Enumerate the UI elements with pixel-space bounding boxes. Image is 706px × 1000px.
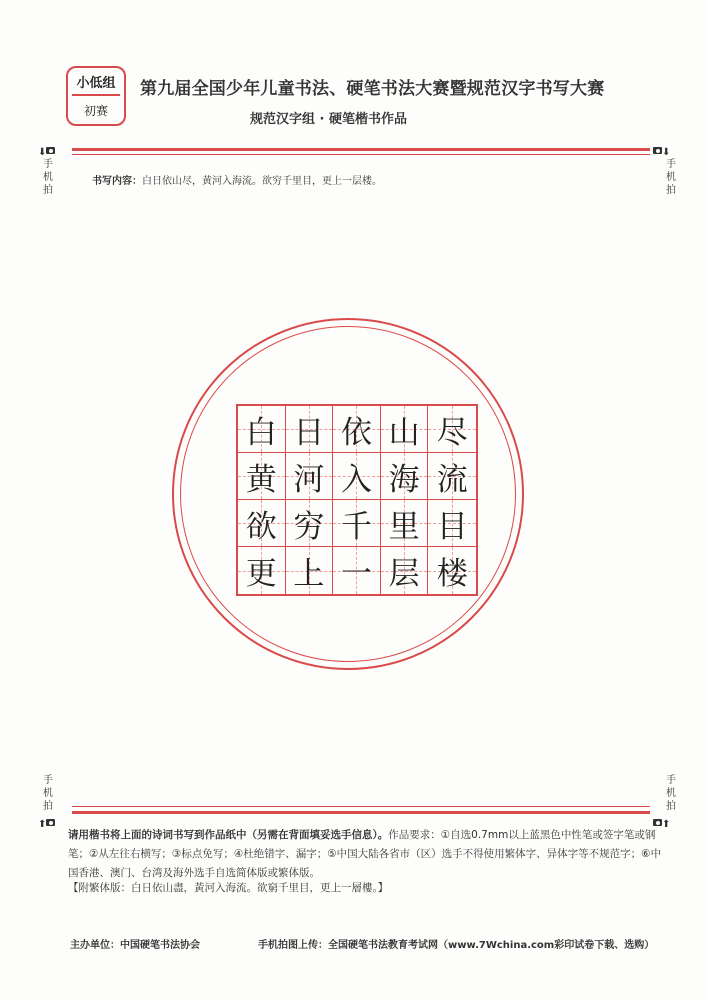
- grid-cell: [333, 547, 381, 594]
- top-rule-thin: [72, 154, 650, 155]
- photo-label-bottom-left: 手机拍: [43, 775, 53, 812]
- grid-char: 黄: [245, 461, 277, 498]
- grid-char: 楼: [436, 556, 468, 592]
- badge-stage-label: 初赛: [83, 104, 108, 118]
- grid-char: 流: [436, 461, 468, 498]
- arrow-down-icon: ⬇: [662, 147, 671, 158]
- photo-mark-top-right: [653, 140, 670, 159]
- writing-content-line: [92, 172, 382, 187]
- badge-group-label: 小低组: [76, 76, 116, 91]
- arrow-up-icon: ⬆: [662, 819, 671, 830]
- grid-char: 依: [340, 414, 372, 451]
- grid-char: 里: [388, 508, 420, 545]
- badge-divider: [72, 94, 120, 96]
- grid-cell: [286, 500, 334, 547]
- requirements-body: 作品要求：①自选0.7mm以上蓝黑色中性笔或签字笔或钢笔；②从左往右横写；③标点免写；④杜绝错字、漏字；⑤中国大陆各省市（区）选手不得使用繁体字、异体字等不规范字；⑥中国香港、澳门、台湾及海外选手自选简体版或繁体版。: [68, 829, 662, 879]
- photo-mark-top-left: [38, 140, 55, 159]
- page-subtitle: 规范汉字组 · 硬笔楷书作品: [250, 112, 407, 127]
- camera-icon: [46, 819, 55, 826]
- grid-char: 白: [245, 414, 277, 451]
- traditional-version: 【附繁体版：白日依山盡，黃河入海流。欲窮千里目，更上一層樓。】: [68, 882, 389, 894]
- grid-char: 海: [388, 461, 420, 498]
- grid-cell: [381, 406, 429, 453]
- grid-cell: [333, 406, 381, 453]
- grid-char: 河: [293, 461, 325, 498]
- grid-char: 山: [388, 414, 420, 451]
- grid-char: 层: [388, 556, 420, 592]
- requirements-lead: 请用楷书将上面的诗词书写到作品纸中（另需在背面填妥选手信息）。: [68, 829, 389, 841]
- grid-cell: [238, 406, 286, 453]
- grid-cell: [333, 453, 381, 500]
- writing-grid: [236, 404, 478, 596]
- grid-cell: [333, 500, 381, 547]
- writing-content-text: 白日依山尽，黄河入海流。欲穷千里目，更上一层楼。: [142, 176, 382, 187]
- camera-icon: [653, 147, 662, 154]
- grid-char: 一: [340, 556, 372, 592]
- grid-cell: [428, 406, 476, 453]
- grid-char: 尽: [436, 414, 468, 451]
- grid-char: 穷: [293, 508, 325, 545]
- writing-content-label: 书写内容：: [92, 176, 142, 187]
- camera-icon: [46, 147, 55, 154]
- arrow-up-icon: ⬆: [38, 819, 47, 830]
- group-badge: [66, 66, 126, 126]
- bottom-rule-thin: [72, 806, 650, 807]
- grid-cell: [381, 500, 429, 547]
- grid-char: 日: [293, 414, 325, 451]
- bottom-rule-thick: [72, 811, 650, 814]
- camera-icon: [653, 819, 662, 826]
- grid-char: 千: [340, 508, 372, 545]
- top-rule-thick: [72, 148, 650, 151]
- grid-cell: [286, 547, 334, 594]
- grid-char: 目: [436, 508, 468, 545]
- grid-cell: [238, 500, 286, 547]
- grid-cell: [286, 406, 334, 453]
- photo-label-bottom-right: 手机拍: [666, 775, 676, 812]
- grid-cell: [428, 500, 476, 547]
- grid-cell: [381, 547, 429, 594]
- page-title: 第九届全国少年儿童书法、硬笔书法大赛暨规范汉字书写大赛: [140, 79, 605, 99]
- arrow-down-icon: ⬇: [38, 147, 47, 158]
- grid-char: 入: [340, 461, 372, 498]
- grid-cell: [381, 453, 429, 500]
- grid-char: 欲: [245, 508, 277, 545]
- grid-char: 上: [293, 556, 325, 592]
- requirements-text: [68, 826, 662, 883]
- photo-mark-bottom-left: [38, 812, 55, 831]
- photo-label-top-right: 手机拍: [666, 159, 676, 196]
- grid-cell: [428, 547, 476, 594]
- grid-char: 更: [245, 556, 277, 592]
- grid-cell: [286, 453, 334, 500]
- upload-info-text: 手机拍图上传：全国硬笔书法教育考试网（www.7Wchina.com彩印试卷下载、选购）: [258, 940, 655, 951]
- organizer-text: 主办单位：中国硬笔书法协会: [70, 940, 200, 951]
- grid-cell: [238, 547, 286, 594]
- grid-cell: [238, 453, 286, 500]
- grid-cell: [428, 453, 476, 500]
- photo-label-top-left: 手机拍: [43, 159, 53, 196]
